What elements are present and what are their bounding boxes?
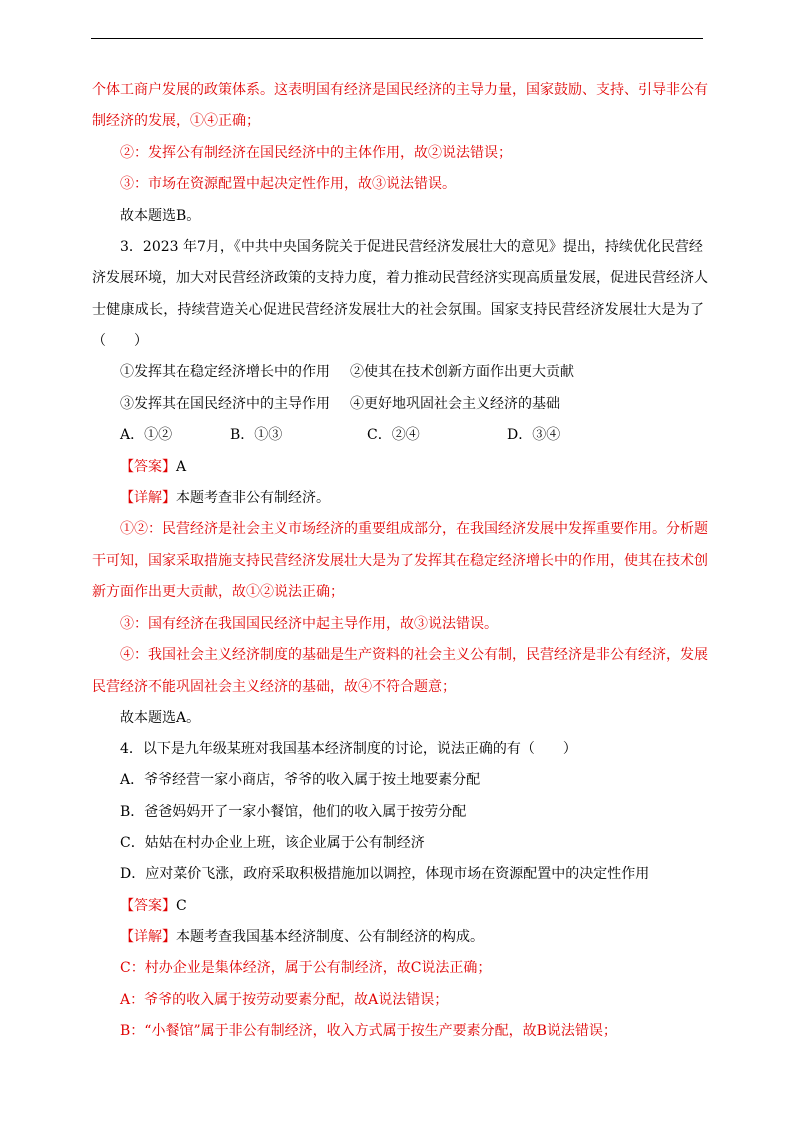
q3-explanation-3-line-2: 民营经济不能巩固社会主义经济的基础，故④不符合题意； <box>92 679 456 695</box>
q3-answer-value: A <box>176 459 187 475</box>
prev-explanation-line-1: 个体工商户发展的政策体系。这表明国有经济是国民经济的主导力量，国家鼓励、支持、引导非公有 <box>92 82 708 98</box>
prev-explanation-3: ③：市场在资源配置中起决定性作用，故③说法错误。 <box>120 176 456 192</box>
q4-option-c: C．姑姑在村办企业上班，该企业属于公有制经济 <box>120 835 425 851</box>
q3-explanation-1-line-2: 干可知，国家采取措施支持民营经济发展壮大是为了发挥其在稳定经济增长中的作用，使其在技术创 <box>92 553 708 569</box>
q4-stem: 4．以下是九年级某班对我国基本经济制度的讨论，说法正确的有（ ） <box>120 741 577 757</box>
q3-option-c: C．②④ <box>367 427 420 443</box>
q4-explanation-a: A：爷爷的收入属于按劳动要素分配，故A说法错误； <box>120 992 449 1008</box>
q3-statement-2: ②使其在技术创新方面作出更大贡献 <box>350 364 574 380</box>
q3-explanation-2: ③：国有经济在我国国民经济中起主导作用，故③说法错误。 <box>120 616 498 632</box>
q4-option-b: B．爸爸妈妈开了一家小餐馆，他们的收入属于按劳分配 <box>120 804 467 820</box>
q3-option-a: A．①② <box>120 427 173 443</box>
q3-option-d: D．③④ <box>507 427 561 443</box>
header-rule <box>91 38 703 39</box>
prev-explanation-line-2: 制经济的发展，①④正确； <box>92 113 260 129</box>
q3-statement-1: ①发挥其在稳定经济增长中的作用 <box>120 364 330 380</box>
q3-explanation-3-line-1: ④：我国社会主义经济制度的基础是生产资料的社会主义公有制，民营经济是非公有经济，发展 <box>120 647 708 663</box>
q4-answer <box>120 896 732 916</box>
q4-explanation-c: C：村办企业是集体经济，属于公有制经济，故C说法正确； <box>120 960 492 976</box>
prev-explanation-2: ②：发挥公有制经济在国民经济中的主体作用，故②说法错误； <box>120 145 512 161</box>
q3-stem-line-2: 济发展环境，加大对民营经济政策的支持力度，着力推动民营经济实现高质量发展，促进民营经济人 <box>92 270 708 286</box>
q4-detail-label: 【详解】 <box>120 929 176 945</box>
q3-detail-label: 【详解】 <box>120 490 176 506</box>
q4-explanation-b: B：“小餐馆”属于非公有制经济，收入方式属于按生产要素分配，故B说法错误； <box>120 1023 617 1039</box>
q3-answer <box>120 457 732 477</box>
q3-statement-3: ③发挥其在国民经济中的主导作用 <box>120 396 330 412</box>
q4-answer-label: 【答案】 <box>120 898 176 914</box>
q4-option-d: D．应对菜价飞涨，政府采取积极措施加以调控，体现市场在资源配置中的决定性作用 <box>120 866 650 882</box>
q4-answer-value: C <box>176 898 187 914</box>
q3-statement-4: ④更好地巩固社会主义经济的基础 <box>350 396 560 412</box>
q4-detail-text: 本题考查我国基本经济制度、公有制经济的构成。 <box>176 929 484 945</box>
q3-detail-text: 本题考查非公有制经济。 <box>176 490 330 506</box>
q3-stem-line-1: 3．2023 年7月，《中共中央国务院关于促进民营经济发展壮大的意见》提出，持续优化民营经 <box>120 239 703 255</box>
q4-detail <box>120 927 732 947</box>
q3-answer-label: 【答案】 <box>120 459 176 475</box>
q4-option-a: A．爷爷经营一家小商店，爷爷的收入属于按土地要素分配 <box>120 772 481 788</box>
q3-paren: （ ） <box>92 333 148 349</box>
q3-detail <box>120 488 732 508</box>
q3-option-b: B．①③ <box>230 427 283 443</box>
q3-stem-line-3: 士健康成长，持续营造关心促进民营经济发展壮大的社会氛围。国家支持民营经济发展壮大是为了 <box>92 302 704 318</box>
prev-conclusion: 故本题选B。 <box>120 208 201 224</box>
q3-conclusion: 故本题选A。 <box>120 710 201 726</box>
q3-explanation-1-line-3: 新方面作出更大贡献，故①②说法正确； <box>92 584 344 600</box>
q3-explanation-1-line-1: ①②：民营经济是社会主义市场经济的重要组成部分，在我国经济发展中发挥重要作用。分析题 <box>120 521 708 537</box>
